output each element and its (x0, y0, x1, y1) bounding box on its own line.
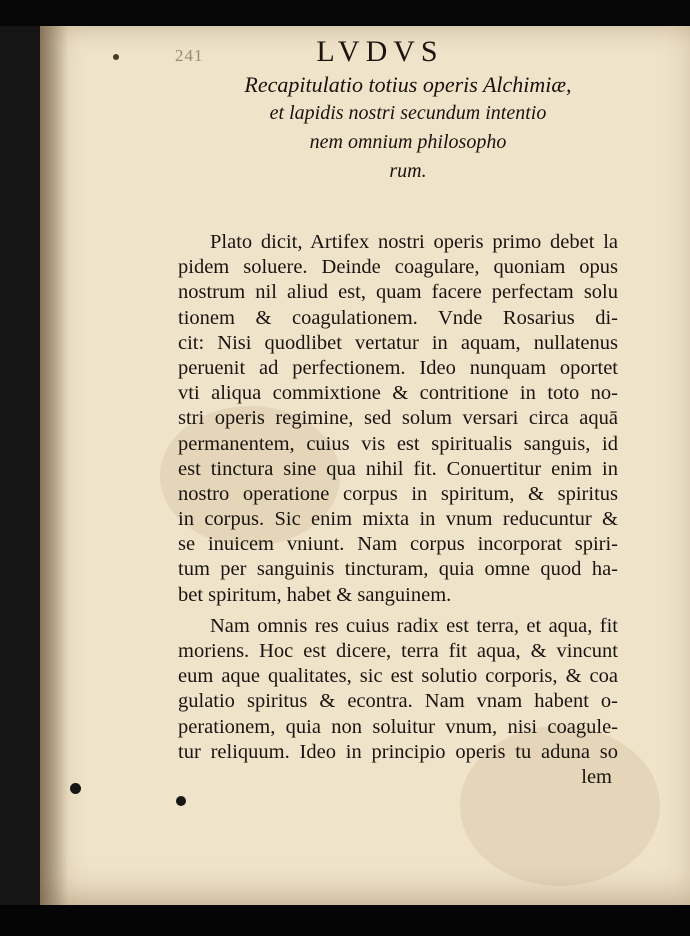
paragraph (178, 230, 618, 608)
text-line: eum aque qualitates, sic est solutio corporis, & coa (178, 665, 618, 688)
scan-bottom-border (0, 905, 690, 936)
text-line: vti aliqua commixtione & contritione in toto no- (178, 382, 618, 405)
text-line: in corpus. Sic enim mixta in vnum reducuntur & (178, 508, 618, 531)
text-line: peruenit ad perfectionem. Ideo nunquam oportet (178, 356, 618, 379)
text-line: pidem soluere. Deinde coagulare, quoniam opus (178, 256, 618, 279)
chapter-subtitle (208, 70, 608, 186)
text-line: tur reliquum. Ideo in principio operis tu aduna so (178, 740, 618, 763)
book-spine-edge (0, 26, 42, 905)
text-line: stri operis regimine, sed solum versari circa aquā (178, 407, 618, 430)
body-text (178, 202, 618, 790)
text-line: bet spiritum, habet & sanguinem. (178, 583, 452, 606)
ink-spot (70, 783, 81, 794)
text-line: nostrum nil aliud est, quam facere perfectam solu (178, 281, 618, 304)
text-line: tionem & coagulationem. Vnde Rosarius di- (178, 306, 618, 329)
text-line: perationem, quia non soluitur vnum, nisi coagule- (178, 715, 618, 738)
text-line: cit: Nisi quodlibet vertatur in aquam, nullatenus (178, 331, 618, 354)
text-line: Nam omnis res cuius radix est terra, et aqua, fit (210, 614, 618, 637)
subtitle-line: nem omnium philosopho (309, 131, 507, 153)
subtitle-line: rum. (389, 160, 427, 182)
text-line: Plato dicit, Artifex nostri operis primo debet la (210, 231, 618, 253)
ink-spot (176, 796, 186, 806)
text-line: se inuicem vniunt. Nam corpus incorporat spiri- (178, 533, 618, 556)
text-line: moriens. Hoc est dicere, terra fit aqua, & vincunt (178, 640, 618, 662)
text-line: nostro operatione corpus in spiritum, & spiritus (178, 482, 618, 505)
paragraph (178, 614, 618, 790)
subtitle-line: et lapidis nostri secundum intentio (269, 102, 547, 124)
text-line: est tinctura sine qua nihil fit. Conuertitur enim in (178, 457, 618, 480)
text-line: gulatio spiritus & econtra. Nam vnam habent o- (178, 690, 618, 713)
text-line: permanentem, cuius vis est spiritualis sanguis, id (178, 432, 618, 455)
subtitle-line: Recapitulatio totius operis Alchimiæ, (244, 72, 572, 97)
text-line: tum per sanguinis tincturam, quia omne quod ha- (178, 558, 618, 581)
page-title: LVDVS (316, 35, 444, 68)
page-number: 241 (175, 46, 204, 65)
catchword: lem (581, 765, 612, 788)
scan-top-border (0, 0, 690, 26)
gutter-shadow (40, 26, 68, 905)
